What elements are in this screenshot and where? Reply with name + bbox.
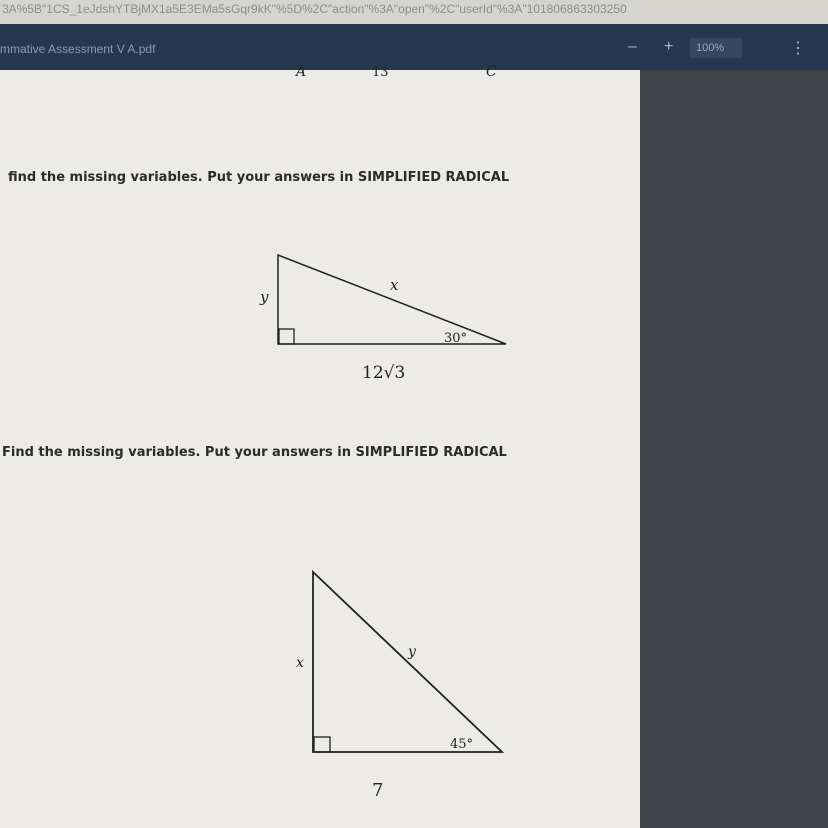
vertical-leg-label: x	[296, 655, 304, 671]
pdf-page[interactable]	[0, 64, 640, 828]
problem-2-instruction: Find the missing variables. Put your answers in SIMPLIFIED RADICAL	[2, 445, 507, 460]
triangle-45-shape	[313, 572, 502, 752]
right-angle-mark	[279, 329, 294, 344]
zoom-out-button[interactable]: –	[628, 38, 637, 55]
url-bar[interactable]	[0, 0, 828, 24]
base-label: 12√3	[362, 363, 406, 383]
vertical-leg-label: y	[260, 288, 269, 306]
right-angle-mark	[314, 737, 330, 752]
hypotenuse-label: y	[408, 644, 416, 660]
hypotenuse-label: x	[390, 276, 399, 294]
url-text: 3A%5B"1CS_1eJdshYTBjMX1a5E3EMa5sGqr9kK"%5D%2C"action"%3A"open"%2C"userId"%3A"101806863303250	[2, 2, 627, 16]
triangle-30-shape	[278, 255, 506, 344]
zoom-in-button[interactable]: +	[664, 38, 674, 55]
fragment-label-c: C	[486, 64, 497, 80]
prev-figure-fragment	[0, 64, 640, 84]
triangle-30-figure	[0, 240, 640, 390]
fragment-label-a: A	[296, 64, 307, 80]
file-title: mmative Assessment V A.pdf	[0, 42, 156, 56]
fragment-label-13: 13	[372, 65, 389, 80]
problem-1-instruction: find the missing variables. Put your answers in SIMPLIFIED RADICAL	[8, 170, 510, 185]
more-menu-icon[interactable]: ⋮	[790, 40, 806, 57]
angle-label: 30°	[444, 331, 468, 346]
base-label: 7	[372, 780, 384, 801]
angle-label: 45°	[450, 737, 474, 752]
triangle-45-figure	[0, 560, 640, 810]
zoom-level[interactable]: 100%	[690, 38, 742, 58]
side-panel	[640, 70, 828, 828]
